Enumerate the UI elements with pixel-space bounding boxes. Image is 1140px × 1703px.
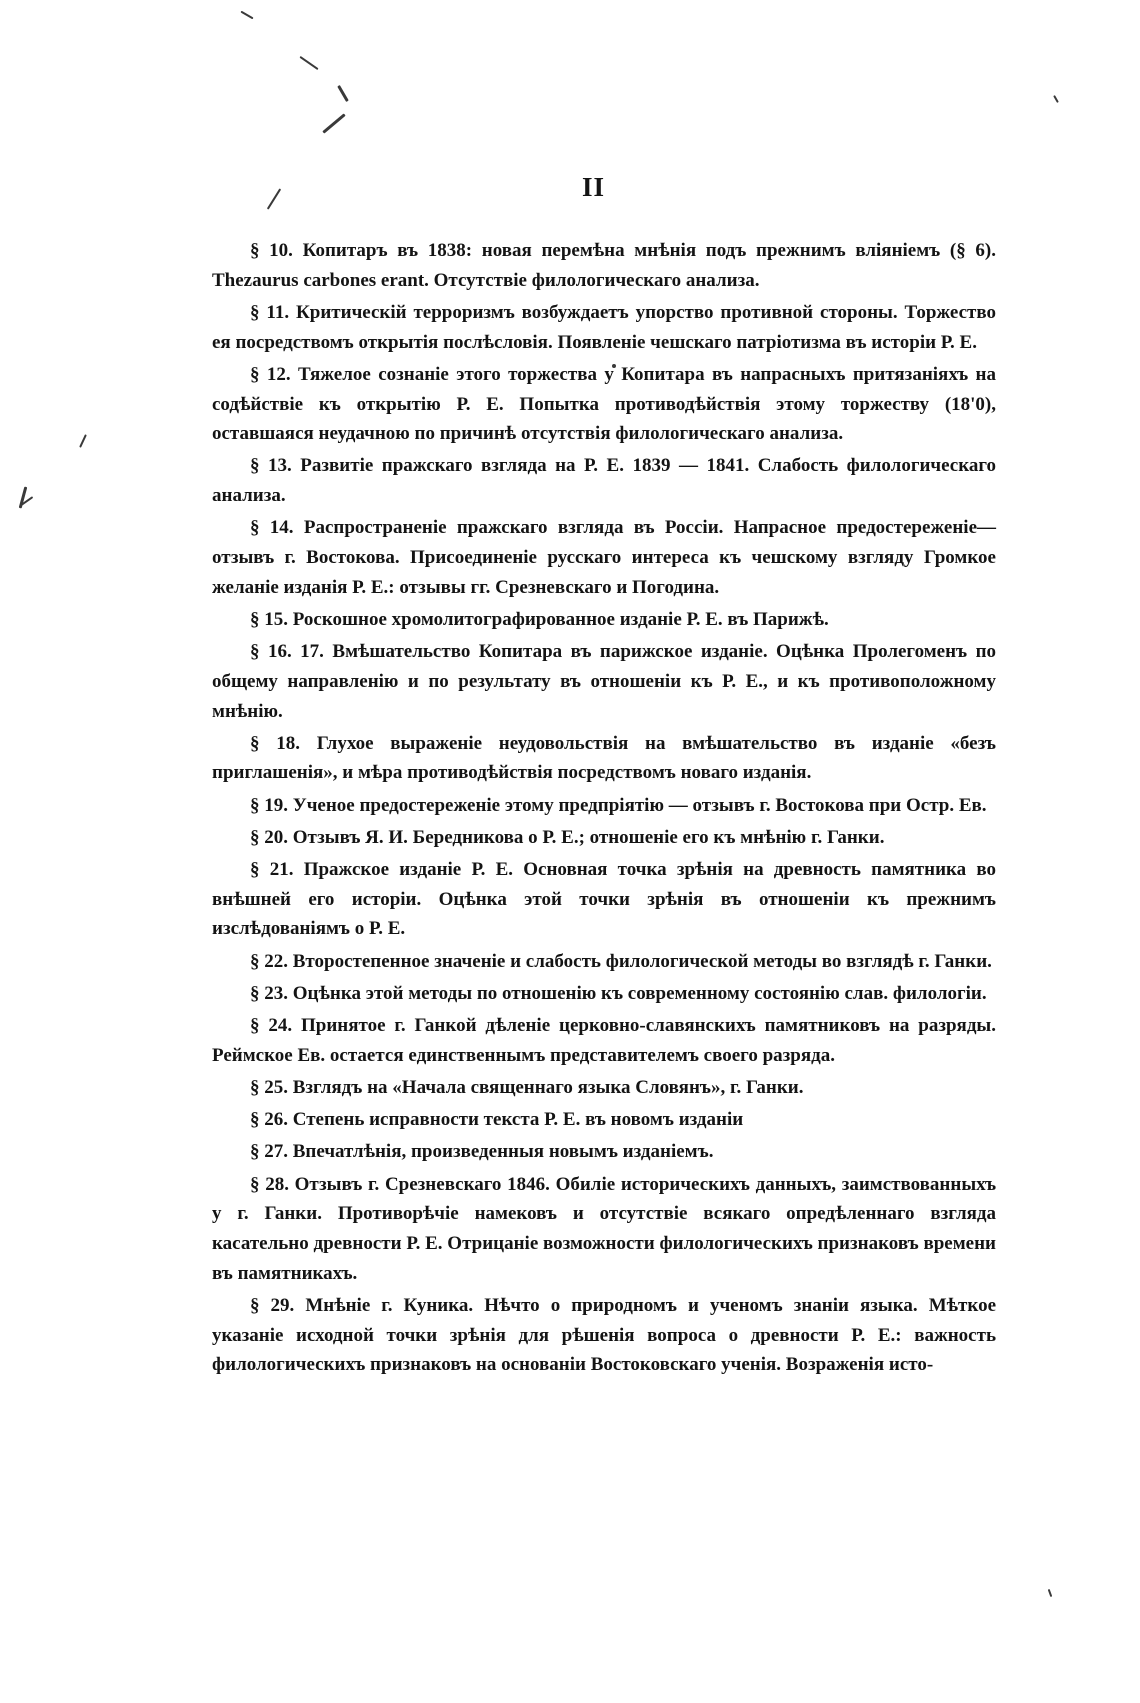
toc-entry (212, 1073, 996, 1103)
section-number: § 25. (250, 1076, 288, 1098)
toc-entry (212, 979, 996, 1009)
toc-entry (212, 236, 996, 295)
section-number: § 11. (250, 301, 290, 323)
scan-mark (337, 85, 349, 102)
section-number: § 12. (250, 363, 291, 385)
section-number: § 10. (250, 240, 293, 261)
section-summary: Глухое выраженіе неудовольствія на вмѣшательство въ изданіе «безъ приглашенія», и мѣра противодѣйствія посредствомъ новаго изданія. (212, 732, 997, 784)
toc-entry (212, 1291, 996, 1380)
section-summary: Мнѣніе г. Куника. Нѣчто о природномъ и ученомъ знаніи языка. Мѣткое указаніе исходной точки зрѣнія для рѣшенія вопроса о древности Р. Е.: важность филологическихъ признаковъ на основаніи Востоковскаго ученія. Возраженія исто- (212, 1294, 996, 1376)
section-summary: Принятое г. Ганкой дѣленіе церковно-славянскихъ памятниковъ на разряды. Реймское Ев. остается единственнымъ представителемъ своего разряда. (212, 1015, 997, 1066)
scan-mark (267, 188, 281, 209)
section-summary: Ученое предостереженіе этому предпріятію — отзывъ г. Востокова при Остр. Ев. (292, 794, 987, 816)
toc-entry (212, 1137, 996, 1167)
section-number: § 28. (250, 1173, 289, 1195)
section-summary: Отзывъ Я. И. Бередникова о Р. Е.; отношеніе его къ мнѣнію г. Ганки. (292, 826, 885, 848)
section-summary: Тяжелое сознаніе этого торжества у Копитара въ напрасныхъ притязаніяхъ на содѣйствіе къ открытію Р. Е. Попытка противодѣйствія этому торжеству (18'0), оставшаяся неудачною по причинѣ отсутствія филологическаго анализа. (212, 363, 997, 445)
section-summary: Отзывъ г. Срезневскаго 1846. Обиліе историческихъ данныхъ, заимствованныхъ у г. Ганки. Противорѣчіе намековъ и отсутствіе всякаго опредѣленнаго взгляда касательно древности Р. Е. Отрицаніе возможности филологическихъ признаковъ времени въ памятникахъ. (212, 1173, 997, 1284)
section-summary: Степень исправности текста Р. Е. въ новомъ изданіи (292, 1109, 744, 1131)
section-number: § 29. (250, 1294, 295, 1316)
scan-mark (1053, 95, 1059, 103)
section-number: § 24. (250, 1015, 293, 1037)
toc-entry (212, 947, 996, 977)
table-of-contents (212, 236, 996, 1383)
toc-entry (212, 360, 996, 449)
section-number: § 13. (250, 455, 292, 477)
section-number: § 21. (250, 859, 294, 881)
toc-entry (212, 1105, 996, 1135)
scan-mark (19, 486, 28, 508)
section-summary: Второстепенное значеніе и слабость филологической методы во взглядѣ г. Ганки. (292, 950, 992, 972)
section-summary: Роскошное хромолитографированное изданіе Р. Е. въ Парижѣ. (292, 608, 829, 630)
section-summary: Распространеніе пражскаго взгляда въ Россіи. Напрасное предостереженіе—отзывъ г. Востокова. Присоединеніе русскаго интереса къ чешскому взгляду Громкое желаніе изданія Р. Е.: отзывы гг. Срезневскаго и Погодина. (212, 517, 996, 598)
section-summary: Критическій терроризмъ возбуждаетъ упорство противной стороны. Торжество ея посредствомъ открытія послѣсловія. Появленіе чешскаго патріотизма въ исторіи Р. Е. (212, 301, 996, 353)
toc-entry (212, 1170, 996, 1289)
section-number: § 19. (250, 794, 288, 816)
section-summary: Развитіе пражскаго взгляда на Р. Е. 1839 — 1841. Слабость филологическаго анализа. (212, 455, 997, 507)
section-summary: Взглядъ на «Начала священнаго языка Словянъ», г. Ганки. (292, 1076, 804, 1098)
toc-entry (212, 513, 996, 602)
section-number: § 23. (250, 982, 288, 1004)
section-number: § 16. 17. (250, 641, 324, 663)
section-summary: Пражское изданіе Р. Е. Основная точка зрѣнія на древность памятника во внѣшней его исторіи. Оцѣнка этой точки зрѣнія въ отношеніи къ прежнимъ изслѣдованіямъ о Р. Е. (212, 859, 997, 940)
section-summary: Копитаръ въ 1838: новая перемѣна мнѣнія подъ прежнимъ вліяніемъ (§ 6). Thezaurus carbones erant. Отсутствіе филологическаго анализа. (212, 240, 997, 291)
scan-mark (1048, 1589, 1053, 1597)
toc-entry (212, 791, 996, 821)
section-summary: Оцѣнка этой методы по отношенію къ современному состоянію слав. филологіи. (292, 982, 987, 1004)
scan-mark (299, 56, 318, 70)
section-number: § 27. (250, 1141, 288, 1163)
section-number: § 14. (250, 517, 294, 539)
section-summary: Впечатлѣнія, произведенныя новымъ изданіемъ. (292, 1141, 714, 1163)
toc-entry (212, 1011, 996, 1070)
section-number: § 18. (250, 732, 300, 754)
section-summary: Вмѣшательство Копитара въ парижское изданіе. Оцѣнка Пролегоменъ по общему направленію и по результату въ отношеніи къ Р. Е., и къ противоположному мнѣнію. (212, 641, 997, 722)
toc-entry (212, 637, 996, 726)
toc-entry (212, 451, 996, 510)
scan-mark (240, 11, 253, 20)
toc-entry (212, 823, 996, 853)
page-number: II (582, 172, 606, 202)
toc-entry (212, 855, 996, 944)
section-number: § 15. (250, 608, 288, 630)
toc-entry (212, 605, 996, 635)
scan-mark (322, 113, 345, 133)
toc-entry (212, 298, 996, 357)
toc-entry (212, 729, 996, 788)
section-number: § 20. (250, 826, 288, 848)
section-number: § 22. (250, 950, 288, 972)
scan-mark (79, 434, 87, 448)
section-number: § 26. (250, 1109, 288, 1131)
